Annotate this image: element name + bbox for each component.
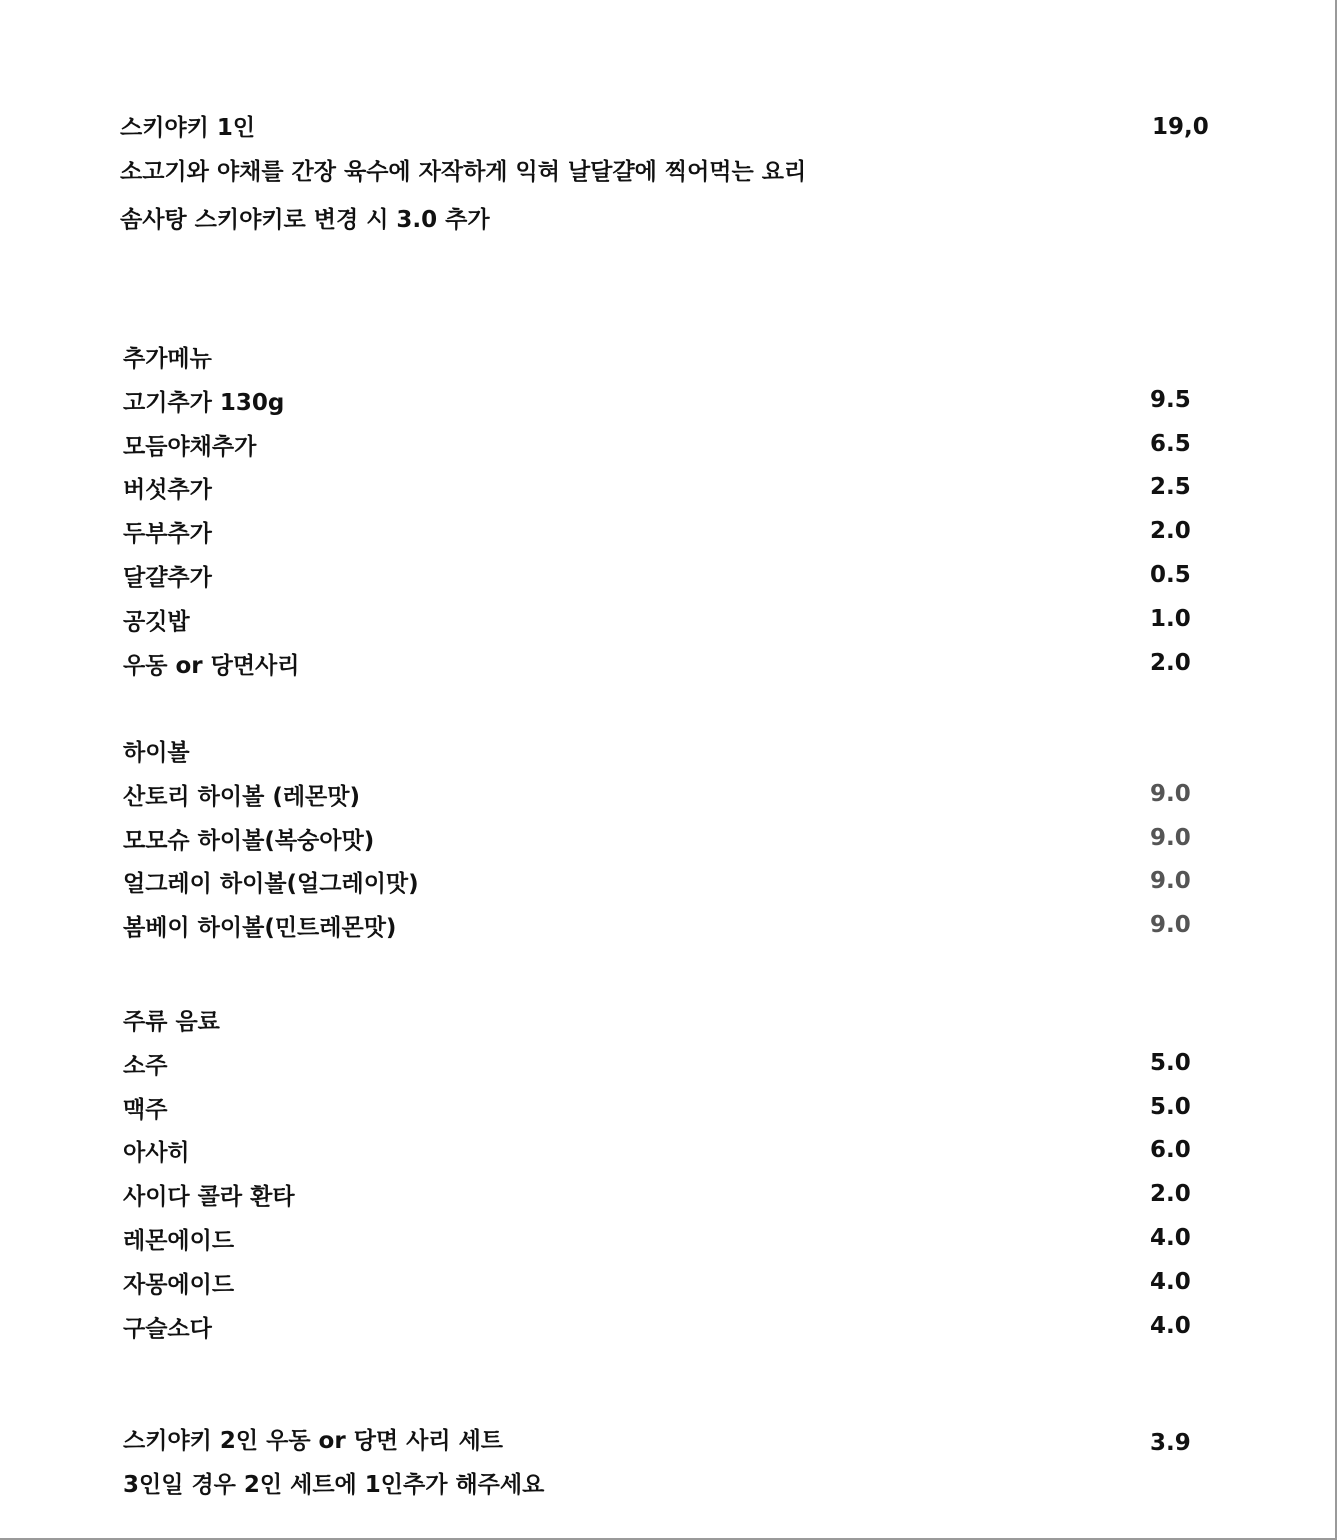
menu-item-price: 2.5	[1150, 474, 1191, 501]
menu-item-name: 공깃밥	[123, 608, 190, 635]
menu-item-name: 모모슈 하이볼(복숭아맛)	[123, 827, 375, 854]
main-dish-price: 19,0	[1152, 114, 1209, 140]
menu-item-name: 봄베이 하이볼(민트레몬맛)	[123, 915, 397, 942]
set-menu-name: 스키야키 2인 우동 or 당면 사리 세트	[123, 1428, 504, 1454]
menu-item-name: 자몽에이드	[123, 1271, 235, 1298]
menu-item-price: 2.0	[1150, 518, 1191, 545]
menu-item-price: 6.0	[1150, 1137, 1191, 1164]
menu-item-name: 고기추가 130g	[123, 389, 285, 416]
menu-item-price: 6.5	[1150, 430, 1191, 457]
menu-item-name: 사이다 콜라 환타	[123, 1184, 295, 1211]
menu-item-price: 9.0	[1150, 824, 1191, 851]
menu-item-name: 소주	[123, 1052, 168, 1079]
menu-item-price: 5.0	[1150, 1093, 1191, 1120]
section-title: 하이볼	[123, 740, 190, 766]
menu-item-name: 우동 or 당면사리	[123, 652, 300, 679]
main-dish-option: 솜사탕 스키야키로 변경 시 3.0 추가	[120, 207, 490, 233]
main-dish-description: 소고기와 야채를 간장 육수에 자작하게 익혀 날달걀에 찍어먹는 요리	[120, 159, 807, 185]
menu-item-price: 1.0	[1150, 605, 1191, 632]
menu-item-name: 아사히	[123, 1140, 190, 1167]
menu-item-name: 달걀추가	[123, 565, 212, 591]
menu-item-name: 구슬소다	[123, 1315, 212, 1342]
menu-item-name: 레몬에이드	[123, 1228, 235, 1254]
menu-item-name: 맥주	[123, 1096, 168, 1123]
menu-item-price: 9.0	[1150, 868, 1191, 895]
menu-item-price: 2.0	[1150, 1181, 1191, 1208]
section-title: 주류 음료	[123, 1009, 220, 1035]
menu-item-price: 5.0	[1150, 1049, 1191, 1076]
menu-item-name: 모듬야채추가	[123, 433, 257, 460]
menu-item-name: 두부추가	[123, 521, 212, 548]
set-menu-note: 3인일 경우 2인 세트에 1인추가 해주세요	[123, 1472, 545, 1498]
menu-item-price: 9.0	[1150, 780, 1191, 807]
menu-item-price: 0.5	[1150, 562, 1191, 588]
set-menu-price: 3.9	[1150, 1430, 1191, 1456]
menu-item-name: 산토리 하이볼 (레몬맛)	[123, 783, 361, 810]
main-dish-name: 스키야키 1인	[120, 115, 256, 141]
menu-item-price: 4.0	[1150, 1225, 1191, 1251]
menu-item-price: 4.0	[1150, 1268, 1191, 1295]
menu-item-price: 2.0	[1150, 649, 1191, 676]
menu-item-name: 버섯추가	[123, 477, 212, 504]
menu-item-name: 얼그레이 하이볼(얼그레이맛)	[123, 871, 419, 898]
menu-item-price: 4.0	[1150, 1312, 1191, 1339]
section-title: 추가메뉴	[123, 346, 212, 372]
menu-item-price: 9.5	[1150, 386, 1191, 413]
menu-item-price: 9.0	[1150, 912, 1191, 939]
